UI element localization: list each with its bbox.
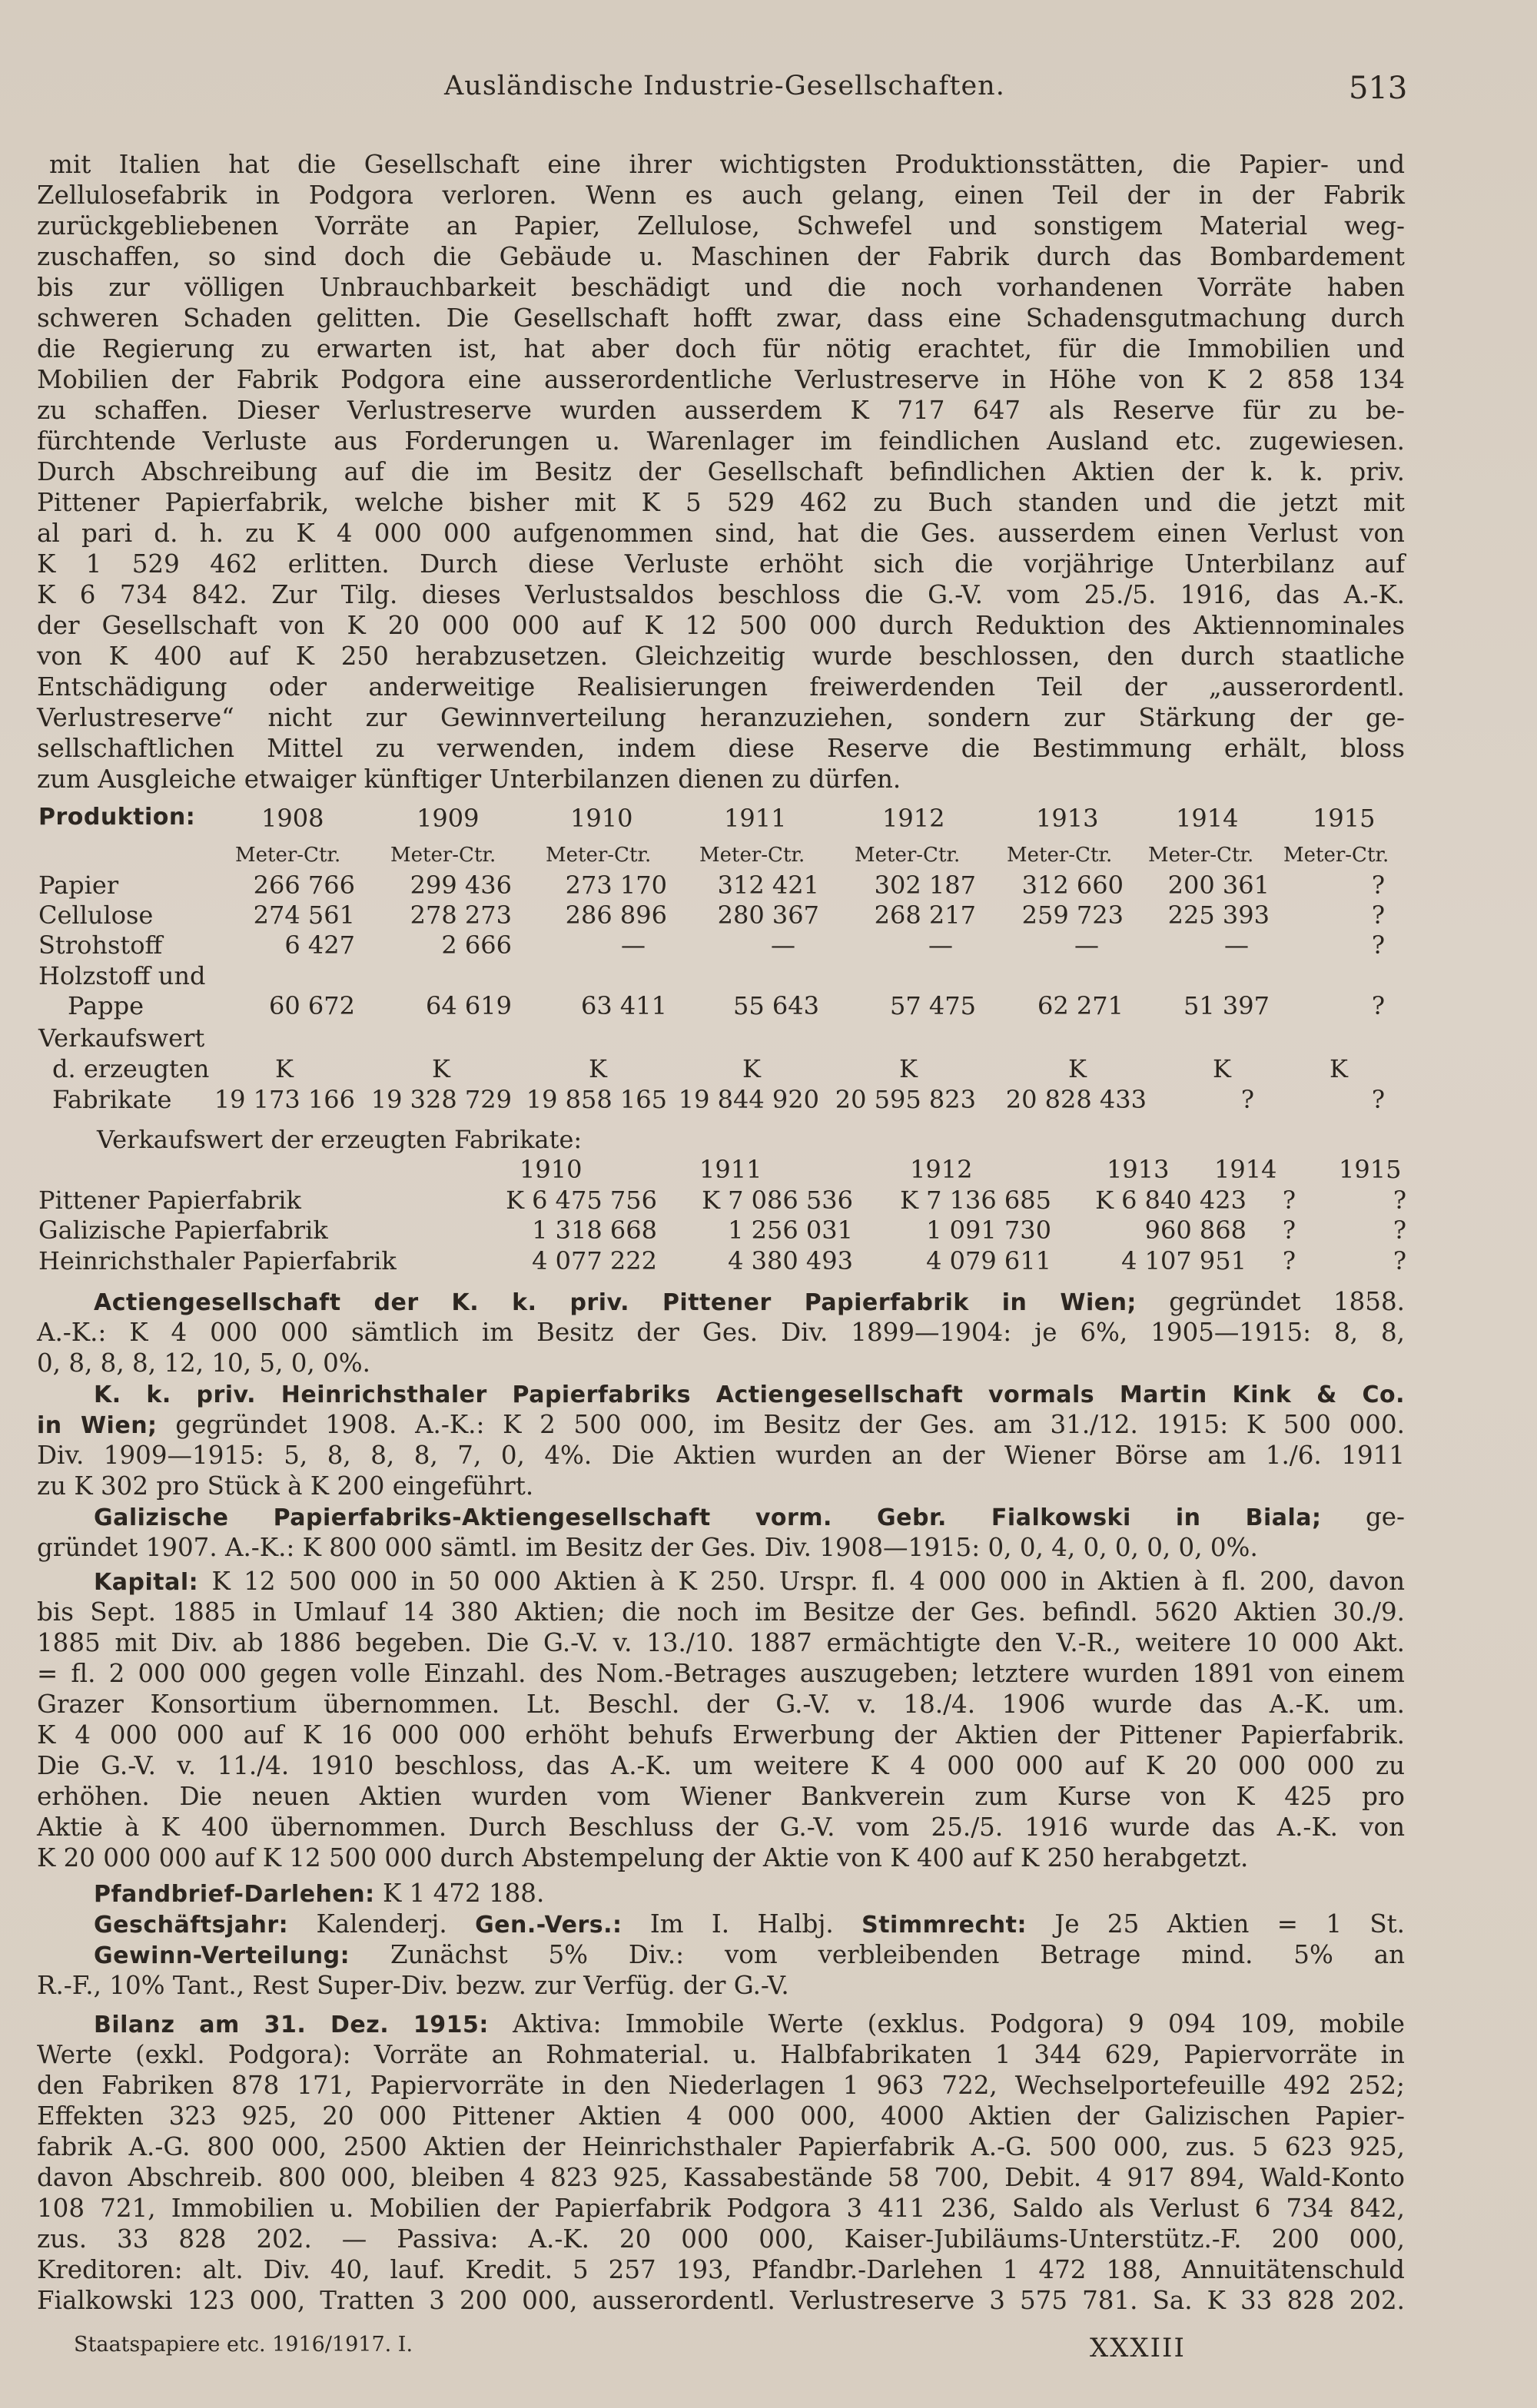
year-header: 1913: [1036, 804, 1099, 833]
table-cell: 266 766: [253, 871, 355, 900]
text-line: Pittener Papierfabrik, welche bisher mit K 5 529 462 zu Buch standen und die jetzt mit: [37, 488, 1405, 517]
unit-label: Meter-Ctr.: [855, 844, 961, 867]
year-header: 1914: [1176, 804, 1239, 833]
text-line: Effekten 323 925, 20 000 Pittener Aktien 4 000 000, 4000 Aktien der Galizischen Papier-: [37, 2101, 1405, 2131]
voting-right-label: Stimmrecht:: [861, 1912, 1027, 1939]
fiscal-year-label: Geschäftsjahr:: [94, 1912, 289, 1939]
unit-label: Meter-Ctr.: [1283, 844, 1389, 867]
row-label: Holzstoff und: [38, 961, 206, 990]
table-cell: —: [928, 930, 953, 960]
general-meeting-label: Gen.-Vers.:: [475, 1912, 622, 1939]
table-cell: 63 411: [581, 991, 667, 1020]
text-line: gründet 1907. A.-K.: K 800 000 sämtl. im Besitz der Ges. Div. 1908—1915: 0, 0, 4, 0, 0, 0, 0, 0%.: [37, 1533, 1258, 1562]
year-header: 1909: [417, 804, 480, 833]
text-line: schweren Schaden gelitten. Die Gesellschaft hofft zwar, dass eine Schadensgutmachung durch: [37, 303, 1405, 333]
row-label: Cellulose: [38, 901, 154, 930]
text-line: Div. 1909—1915: 5, 8, 8, 8, 7, 0, 4%. Die Aktien wurden an der Wiener Börse am 1./6. 1911: [37, 1441, 1405, 1470]
pfandbrief-value: K 1 472 188.: [382, 1879, 545, 1908]
table-cell: ?: [1240, 1085, 1254, 1114]
table-cell: ?: [1371, 1085, 1385, 1114]
text-line: K 6 734 842. Zur Tilg. dieses Verlustsaldos beschloss die G.-V. vom 25./5. 1916, das A.-K.: [37, 580, 1405, 609]
year-header: 1914: [1214, 1155, 1277, 1184]
table-cell: 2 666: [441, 930, 512, 960]
year-header: 1910: [570, 804, 633, 833]
table-cell: 1 091 730: [926, 1216, 1051, 1245]
text-line: Fialkowski 123 000, Tratten 3 200 000, ausserordentl. Verlustreserve 3 575 781. Sa. K 33 828 202.: [37, 2286, 1405, 2315]
text-line: fabrik A.-G. 800 000, 2500 Aktien der Heinrichsthaler Papierfabrik A.-G. 500 000, zus. 5 623 925,: [37, 2132, 1405, 2161]
text-line: der Gesellschaft von K 20 000 000 auf K 12 500 000 durch Reduktion des Aktiennominales: [37, 611, 1405, 640]
text-line: zu K 302 pro Stück à K 200 eingeführt.: [37, 1471, 534, 1501]
balance-label: Bilanz am 31. Dez. 1915:: [94, 2012, 489, 2038]
text-line: zurückgebliebenen Vorräte an Papier, Zellulose, Schwefel und sonstigem Material weg-: [37, 211, 1405, 240]
subsidiary-text: gegründet 1908. A.-K.: K 2 500 000, im Besitz der Ges. am 31./12. 1915: K 500 000.: [175, 1410, 1405, 1439]
balance-text: Aktiva: Immobile Werte (exklus. Podgora) 9 094 109, mobile: [513, 2009, 1405, 2038]
balance-line: [94, 2008, 1405, 2041]
fiscal-year-value: Kalenderj.: [316, 1909, 447, 1939]
text-line: mit Italien hat die Gesellschaft eine ihrer wichtigsten Produktionsstätten, die Papier- und: [49, 150, 1405, 179]
currency-cell: K: [1068, 1054, 1087, 1083]
table-cell: 259 723: [1021, 901, 1124, 930]
unit-label: Meter-Ctr.: [699, 844, 805, 867]
text-line: fürchtende Verluste aus Forderungen u. Warenlager im feindlichen Ausland etc. zugewiesen.: [37, 426, 1405, 456]
subsidiary-name: [94, 1378, 1405, 1411]
table-cell: —: [771, 930, 795, 960]
row-label: Heinrichsthaler Papierfabrik: [38, 1246, 397, 1275]
table-cell: 225 393: [1167, 901, 1270, 930]
subsidiary-line: [94, 1286, 1405, 1318]
text-line: von K 400 auf K 250 herabzusetzen. Gleichzeitig wurde beschlossen, den durch staatliche: [37, 642, 1405, 671]
text-line: Durch Abschreibung auf die im Besitz der Gesellschaft befindlichen Aktien der k. k. priv.: [37, 457, 1405, 486]
table-cell: ?: [1371, 871, 1385, 900]
currency-cell: K: [742, 1054, 761, 1083]
page-number: 513: [1349, 71, 1408, 106]
text-line: davon Abschreib. 800 000, bleiben 4 823 925, Kassabestände 58 700, Debit. 4 917 894, Wald-Konto: [37, 2163, 1405, 2192]
text-line: R.-F., 10% Tant., Rest Super-Div. bezw. zur Verfüg. der G.-V.: [37, 1971, 789, 2000]
table-cell: 312 660: [1021, 871, 1124, 900]
table-cell: 280 367: [717, 901, 819, 930]
row-label: Strohstoff: [38, 930, 163, 960]
subsidiary-text: gegründet 1858.: [1169, 1287, 1405, 1316]
year-header: 1911: [699, 1155, 762, 1184]
year-header: 1915: [1313, 804, 1376, 833]
table-cell: ?: [1282, 1246, 1296, 1275]
row-label: Pappe: [68, 991, 144, 1020]
unit-label: Meter-Ctr.: [1007, 844, 1113, 867]
unit-label: Meter-Ctr.: [235, 844, 341, 867]
subsidiary-name-text: K. k. priv. Heinrichsthaler Papierfabriks Actiengesellschaft vormals Martin Kink & Co.: [94, 1381, 1405, 1408]
table-cell: 20 595 823: [835, 1085, 976, 1114]
table-cell: K 7 086 536: [702, 1186, 853, 1215]
pfandbrief-line: [94, 1878, 1405, 1910]
profit-distribution-label: Gewinn-Verteilung:: [94, 1942, 350, 1969]
table-cell: 1 318 668: [532, 1216, 657, 1245]
table-cell: 19 173 166: [214, 1085, 355, 1114]
text-line: = fl. 2 000 000 gegen volle Einzahl. des Nom.-Betrages auszugeben; letztere wurden 1891 von einem: [37, 1659, 1405, 1688]
text-line: Kreditoren: alt. Div. 40, lauf. Kredit. 5 257 193, Pfandbr.-Darlehen 1 472 188, Annuitätenschuld: [37, 2255, 1405, 2284]
text-line: zus. 33 828 202. — Passiva: A.-K. 20 000 000, Kaiser-Jubiläums-Unterstütz.-F. 200 000,: [37, 2224, 1405, 2254]
row-label: Verkaufswert: [38, 1023, 205, 1053]
table-cell: 57 475: [890, 991, 976, 1020]
text-line: Mobilien der Fabrik Podgora eine ausserordentliche Verlustreserve in Höhe von K 2 858 134: [37, 365, 1405, 394]
table-cell: 55 643: [733, 991, 819, 1020]
table-cell: 4 079 611: [926, 1246, 1051, 1275]
table-cell: 20 828 433: [1005, 1085, 1147, 1114]
footer-left: Staatspapiere etc. 1916/1917. I.: [74, 2333, 413, 2357]
table-cell: ?: [1282, 1216, 1296, 1245]
table-cell: 302 187: [874, 871, 976, 900]
table-cell: 62 271: [1037, 991, 1124, 1020]
table-cell: 312 421: [717, 871, 819, 900]
footer-signature: XXXIII: [1090, 2333, 1186, 2363]
table-cell: ?: [1371, 901, 1385, 930]
year-header: 1911: [724, 804, 787, 833]
currency-cell: K: [899, 1054, 918, 1083]
subsidiary-line: [94, 1501, 1405, 1534]
table-cell: 268 217: [874, 901, 976, 930]
table-cell: 19 328 729: [370, 1085, 512, 1114]
table-cell: —: [621, 930, 646, 960]
table-cell: 51 397: [1183, 991, 1270, 1020]
capital-text: K 12 500 000 in 50 000 Aktien à K 250. Urspr. fl. 4 000 000 in Aktien à fl. 200, davon: [211, 1567, 1405, 1596]
table-cell: 4 380 493: [728, 1246, 853, 1275]
table-cell: 6 427: [284, 930, 355, 960]
table-cell: ?: [1393, 1186, 1406, 1215]
general-meeting-value: Im I. Halbj.: [649, 1909, 834, 1939]
currency-cell: K: [432, 1054, 450, 1083]
subsidiary-name: Galizische Papierfabriks-Aktiengesellschaft vorm. Gebr. Fialkowski in Biala;: [94, 1504, 1322, 1531]
text-line: sellschaftlichen Mittel zu verwenden, indem diese Reserve die Bestimmung erhält, bloss: [37, 734, 1405, 763]
unit-label: Meter-Ctr.: [390, 844, 496, 867]
text-line: 1885 mit Div. ab 1886 begeben. Die G.-V. v. 13./10. 1887 ermächtigte den V.-R., weitere 10 000 Akt.: [37, 1628, 1405, 1657]
table-cell: 19 858 165: [526, 1085, 667, 1114]
capital-line: [94, 1566, 1405, 1598]
text-line: K 20 000 000 auf K 12 500 000 durch Abstempelung der Aktie von K 400 auf K 250 herabgetzt.: [37, 1843, 1249, 1872]
running-header: [0, 71, 1537, 108]
text-line: zum Ausgleiche etwaiger künftiger Unterbilanzen dienen zu dürfen.: [37, 765, 901, 794]
table-cell: 200 361: [1167, 871, 1270, 900]
subsidiary-name: Actiengesellschaft der K. k. priv. Pittener Papierfabrik in Wien;: [94, 1289, 1137, 1316]
row-label: Fabrikate: [52, 1085, 172, 1114]
unit-label: Meter-Ctr.: [1148, 844, 1254, 867]
pfandbrief-label: Pfandbrief-Darlehen:: [94, 1881, 375, 1908]
year-header: 1915: [1339, 1155, 1402, 1184]
table-cell: 1 256 031: [728, 1216, 853, 1245]
header-title: Ausländische Industrie-Gesellschaften.: [444, 71, 1005, 101]
text-line: A.-K.: K 4 000 000 sämtlich im Besitz der Ges. Div. 1899—1904: je 6%, 1905—1915: 8, 8,: [37, 1318, 1405, 1347]
text-line: Aktie à K 400 übernommen. Durch Beschluss der G.-V. vom 25./5. 1916 wurde das A.-K. von: [37, 1813, 1405, 1842]
table-cell: 64 619: [426, 991, 512, 1020]
voting-right-value: Je 25 Aktien = 1 St.: [1054, 1909, 1406, 1939]
table-cell: 4 077 222: [532, 1246, 657, 1275]
text-line: Die G.-V. v. 11./4. 1910 beschloss, das A.-K. um weitere K 4 000 000 auf K 20 000 000 zu: [37, 1751, 1405, 1780]
table-cell: 299 436: [410, 871, 512, 900]
text-line: bis zur völligen Unbrauchbarkeit beschädigt und die noch vorhandenen Vorräte haben: [37, 273, 1405, 302]
year-header: 1908: [261, 804, 324, 833]
table-cell: —: [1074, 930, 1099, 960]
text-line: 108 721, Immobilien u. Mobilien der Papierfabrik Podgora 3 411 236, Saldo als Verlust 6 734 842,: [37, 2194, 1405, 2223]
production-label: Produktion:: [38, 804, 196, 831]
text-line: Verlustreserve“ nicht zur Gewinnverteilung heranzuziehen, sondern zur Stärkung der ge-: [37, 703, 1405, 732]
text-line: Grazer Konsortium übernommen. Lt. Beschl. der G.-V. v. 18./4. 1906 wurde das A.-K. um.: [37, 1690, 1405, 1719]
text-line: erhöhen. Die neuen Aktien wurden vom Wiener Bankverein zum Kurse von K 425 pro: [37, 1782, 1405, 1811]
text-line: al pari d. h. zu K 4 000 000 aufgenommen sind, hat die Ges. ausserdem einen Verlust von: [37, 519, 1405, 548]
text-line: den Fabriken 878 171, Papiervorräte in den Niederlagen 1 963 722, Wechselportefeuille 492 252;: [37, 2071, 1405, 2100]
currency-cell: K: [1213, 1054, 1231, 1083]
fiscal-line: [94, 1909, 1405, 1941]
subsidiary-text: ge-: [1365, 1502, 1405, 1531]
table-cell: 273 170: [565, 871, 667, 900]
text-line: 0, 8, 8, 8, 12, 10, 5, 0, 0%.: [37, 1348, 370, 1378]
table-cell: ?: [1282, 1186, 1296, 1215]
capital-label: Kapital:: [94, 1569, 199, 1596]
table-cell: 278 273: [410, 901, 512, 930]
year-header: 1913: [1107, 1155, 1170, 1184]
currency-cell: K: [1330, 1054, 1348, 1083]
table-cell: K 6 475 756: [506, 1186, 657, 1215]
text-line: bis Sept. 1885 in Umlauf 14 380 Aktien; die noch im Besitze der Ges. befindl. 5620 Aktien 30./9.: [37, 1597, 1405, 1627]
text-line: Zellulosefabrik in Podgora verloren. Wenn es auch gelang, einen Teil der in der Fabrik: [37, 181, 1405, 210]
currency-cell: K: [589, 1054, 607, 1083]
year-header: 1912: [882, 804, 945, 833]
text-line: die Regierung zu erwarten ist, hat aber doch für nötig erachtet, für die Immobilien und: [37, 334, 1405, 363]
table-cell: 4 107 951: [1121, 1246, 1247, 1275]
table-cell: ?: [1371, 991, 1385, 1020]
row-label: Papier: [38, 871, 119, 900]
table-cell: K 6 840 423: [1095, 1186, 1247, 1215]
table-cell: 60 672: [269, 991, 355, 1020]
table-cell: —: [1224, 930, 1249, 960]
table-cell: K 7 136 685: [900, 1186, 1051, 1215]
table-cell: 274 561: [253, 901, 355, 930]
text-line: K 1 529 462 erlitten. Durch diese Verluste erhöht sich die vorjährige Unterbilanz auf: [37, 549, 1405, 579]
sales-heading: Verkaufswert der erzeugten Fabrikate:: [97, 1125, 583, 1154]
currency-cell: K: [275, 1054, 294, 1083]
table-cell: ?: [1371, 930, 1385, 960]
table-cell: ?: [1393, 1246, 1406, 1275]
unit-label: Meter-Ctr.: [546, 844, 652, 867]
profit-line: [94, 1939, 1405, 1972]
table-cell: ?: [1393, 1216, 1406, 1245]
subsidiary-location: in Wien;: [37, 1412, 158, 1439]
profit-distribution-text: Zunächst 5% Div.: vom verbleibenden Betrage mind. 5% an: [390, 1940, 1406, 1969]
text-line: K 4 000 000 auf K 16 000 000 erhöht behufs Erwerbung der Aktien der Pittener Papierfabrik.: [37, 1720, 1405, 1750]
year-header: 1912: [910, 1155, 973, 1184]
row-label: d. erzeugten: [52, 1054, 210, 1083]
table-cell: 286 896: [565, 901, 667, 930]
table-cell: 960 868: [1144, 1216, 1247, 1245]
table-cell: 19 844 920: [678, 1085, 819, 1114]
year-header: 1910: [520, 1155, 583, 1184]
row-label: Galizische Papierfabrik: [38, 1216, 328, 1245]
text-line: zu schaffen. Dieser Verlustreserve wurden ausserdem K 717 647 als Reserve für zu be-: [37, 396, 1405, 425]
text-line: Entschädigung oder anderweitige Realisierungen freiwerdenden Teil der „ausserordentl.: [37, 672, 1405, 702]
text-line: Werte (exkl. Podgora): Vorräte an Rohmaterial. u. Halbfabrikaten 1 344 629, Papiervorräte in: [37, 2040, 1405, 2069]
subsidiary-line: [37, 1409, 1405, 1441]
row-label: Pittener Papierfabrik: [38, 1186, 301, 1215]
text-line: zuschaffen, so sind doch die Gebäude u. Maschinen der Fabrik durch das Bombardement: [37, 242, 1405, 271]
